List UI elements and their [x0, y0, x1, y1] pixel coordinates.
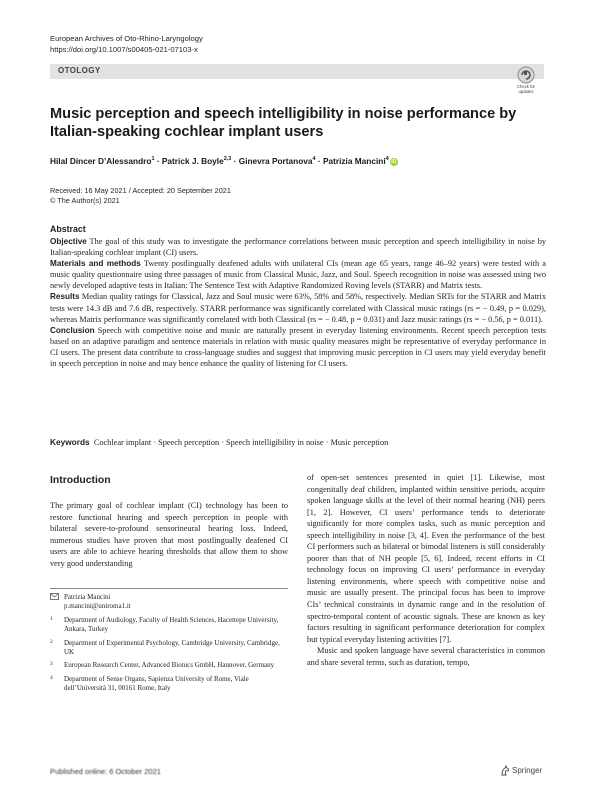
keywords	[50, 437, 546, 447]
contact-name: Patrizia Mancini	[64, 593, 111, 601]
abstract-objective	[50, 236, 546, 258]
keywords-text: Cochlear implant · Speech perception · Speech intelligibility in noise · Music perception	[93, 438, 389, 447]
affiliation-mark: 4	[50, 675, 53, 682]
check-updates-icon	[511, 66, 541, 86]
author-list	[50, 156, 398, 166]
author-name[interactable]: Ginevra Portanova	[238, 156, 313, 166]
author-name[interactable]: Hilal Dincer D’Alessandro	[50, 156, 152, 166]
copyright: © The Author(s) 2021	[50, 196, 120, 205]
footnote-divider	[50, 588, 288, 589]
footnotes	[50, 593, 288, 698]
doi-link[interactable]: https://doi.org/10.1007/s00405-021-07103-x	[50, 45, 198, 54]
publisher-name: Springer	[512, 766, 543, 775]
affiliation-mark: 2	[50, 638, 53, 645]
methods-text: Twenty postlingually deafened adults with unilateral CIs (mean age 65 years, range 46–92 years) were tested with a music quality questionnaire using three passages of music from Classical Music, Jazz, and Soul. Speech recognition in noise was assessed using two newly developed adaptive tests in Italian: The Sentence Test with Adaptive Randomized Roving levels (STARR) and Matrix tests.	[50, 259, 546, 291]
published-online: Published online: 6 October 2021	[50, 767, 161, 776]
conclusion-label: Conclusion	[50, 325, 95, 335]
intro-paragraph: of open-set sentences presented in quiet [1]. Likewise, most congenitally deaf children, implanted within sensitive periods, acquire spoken language skills at the level of their normal hearing (NH) peers [1, 2]. However, CI users’ performance tends to deteriorate significantly for more complex tasks, such as music perception and speech intelligibility in noise [3, 4]. Even the performance of the best CI performers such as bilateral or bimodal listeners is still considerably poorer than that of NH people [5, 6]. Indeed, recent efforts in CI technology focus on improving CI users’ performance in everyday listening environments, where speech with competitive noise and music are usually present. The principal focus has been to improve CIs’ technical constraints in dynamic range and in the resolution of spectro-temporal content of acoustic signals. These are known as key factors resulting in significant performance deterioration for complex but typical everyday listening activities [7].	[307, 473, 545, 644]
author-affiliation-mark: 4	[312, 156, 316, 163]
affiliation-text: European Research Center, Advanced Bionics GmbH, Hannover, Germany	[64, 661, 275, 670]
received-accepted: Received: 16 May 2021 / Accepted: 20 September 2021	[50, 186, 231, 195]
results-label: Results	[50, 292, 80, 302]
intro-paragraph: Music and spoken language have several characteristics in common and share several terms, such as duration, tempo,	[307, 646, 545, 667]
affiliation-text: Department of Experimental Psychology, Cambridge University, Cambridge, UK	[64, 638, 280, 656]
author-affiliation-mark: 1	[151, 156, 155, 163]
springer-horse-icon	[500, 765, 510, 776]
author-affiliation-mark: 4	[385, 156, 389, 163]
author-name[interactable]: Patrizia Mancini	[322, 156, 386, 166]
abstract-methods	[50, 258, 546, 291]
check-updates-line2: updates	[518, 88, 534, 94]
orcid-icon[interactable]: iD	[391, 159, 397, 165]
section-label: OTOLOGY	[58, 66, 101, 75]
author-affiliation-mark: 2,3	[223, 156, 232, 163]
affiliation-mark: 3	[50, 661, 53, 668]
abstract-results	[50, 291, 546, 324]
intro-right-column	[307, 472, 545, 668]
affiliation	[50, 675, 288, 693]
affiliation-text: Department of Audiology, Faculty of Health Sciences, Hacettepe University, Ankara, Turkey	[64, 615, 279, 633]
abstract-body	[50, 236, 546, 369]
corresponding-author	[50, 593, 288, 611]
author-separator: ·	[231, 156, 239, 166]
section-bar	[50, 64, 544, 79]
abstract-conclusion	[50, 325, 546, 369]
check-for-updates-badge[interactable]	[511, 66, 541, 98]
publisher-logo	[500, 765, 542, 776]
check-updates-line1: Check for	[517, 84, 535, 89]
affiliation	[50, 616, 288, 634]
contact-email[interactable]: p.mancini@uniroma1.it	[64, 601, 131, 610]
article-dates	[50, 186, 231, 206]
article-title: Music perception and speech intelligibility in noise performance by Italian-speaking cochlear implant users	[50, 106, 517, 140]
journal-name: European Archives of Oto-Rhino-Laryngology	[50, 34, 203, 43]
objective-text: The goal of this study was to investigate the performance correlations between music perception and speech intelligibility in noise by Italian-speaking cochlear implant (CI) users.	[50, 237, 546, 258]
author-separator: ·	[154, 156, 162, 166]
affiliation	[50, 661, 288, 670]
intro-left-column: The primary goal of cochlear implant (CI) technology has been to restore functional hearing and speech perception in people with bilateral severe-to-profound sensorineural hearing loss. Indeed, numerous studies have proven that most postlingually deafened CI users are able to achieve hearing thresholds that allow them to show very good understanding	[50, 501, 288, 568]
results-text: Median quality ratings for Classical, Jazz and Soul music were 63%, 58% and 58%, respectively. Median SRTs for the STARR and Matrix tests were 14.3 dB and 7.6 dB, respectively. STARR performance was significantly correlated with Classical music ratings (rs = − 0.49, p = 0.029), whereas Matrix performance was significantly correlated with both Classical (rs = − 0.48, p = 0.031) and Jazz music ratings (rs = − 0.56, p = 0.011).	[50, 292, 546, 324]
affiliation	[50, 639, 288, 657]
conclusion-text: Speech with competitive noise and music are naturally present in everyday listening environments. Recent speech perception tests based on an adaptive paradigm and sentence materials in relation with music quality measures might be representative of everyday performance in CI users. The present data contribute to cross-language studies and suggest that improving music perception in CI users may yield everyday benefit in speech perception in noise and may hence enhance the quality of listening for CI users.	[50, 325, 547, 369]
methods-label: Materials and methods	[50, 259, 141, 269]
journal-header	[50, 33, 203, 55]
author-name[interactable]: Patrick J. Boyle	[161, 156, 224, 166]
objective-label: Objective	[50, 237, 87, 246]
keywords-label: Keywords	[50, 437, 90, 447]
author-separator: ·	[315, 156, 323, 166]
introduction-heading: Introduction	[50, 475, 111, 486]
affiliation-text: Department of Sense Organs, Sapienza University of Rome, Viale dell’Università 31, 00161 Rome, Italy	[64, 675, 249, 693]
envelope-icon	[50, 593, 59, 603]
affiliation-mark: 1	[50, 615, 53, 622]
abstract-heading: Abstract	[50, 224, 86, 234]
